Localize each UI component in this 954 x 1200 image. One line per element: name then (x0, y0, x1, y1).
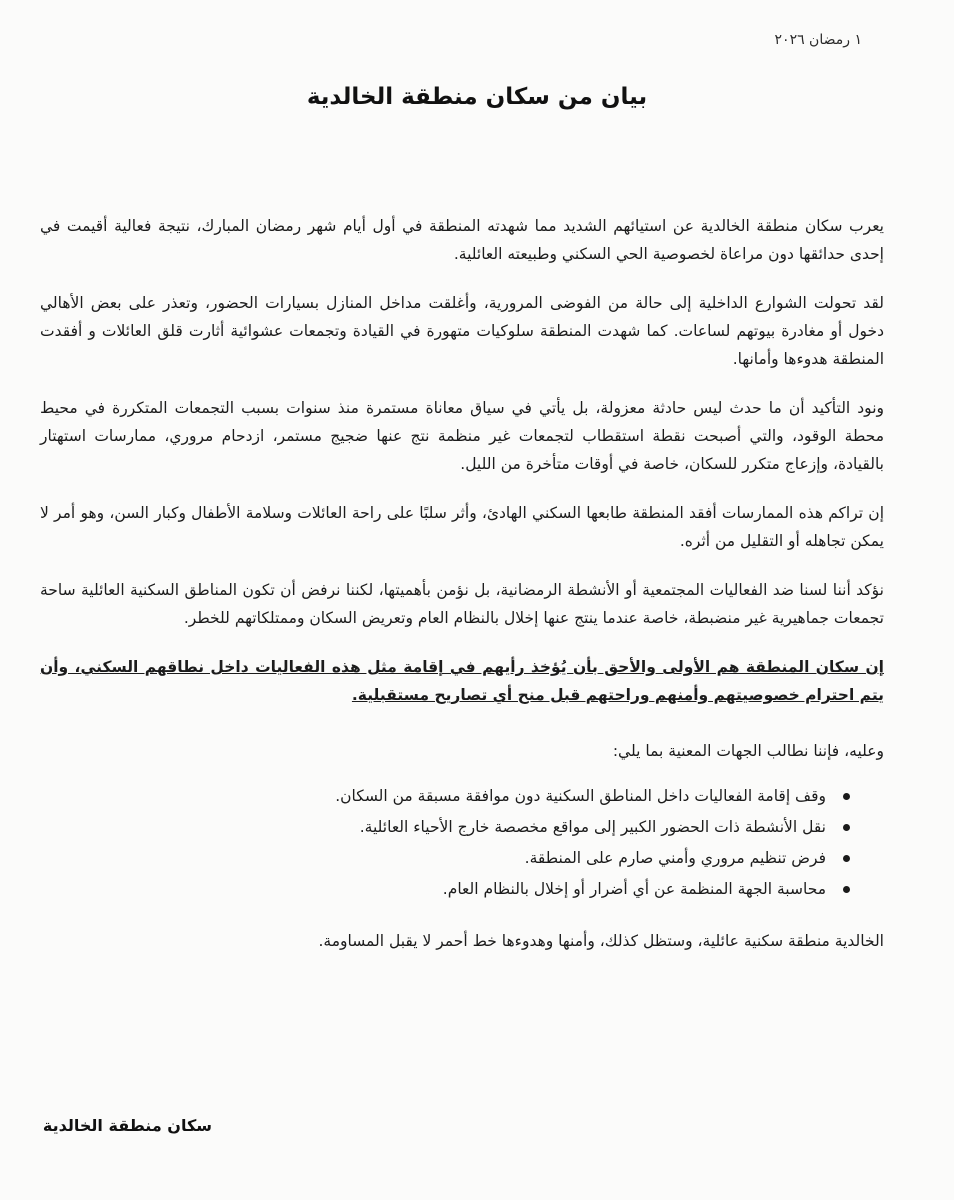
paragraph-4: إن تراكم هذه الممارسات أفقد المنطقة طابعها السكني الهادئ، وأثر سلبًا على راحة العائلات وسلامة الأطفال وكبار السن، وهو أمر لا يمكن تجاهله أو التقليل من أثره. (40, 504, 884, 550)
paragraph-3: ونود التأكيد أن ما حدث ليس حادثة معزولة، بل يأتي في سياق معاناة مستمرة منذ سنوات بسبب التجمعات المتكررة في محيط محطة الوقود، والتي أصبحت نقطة استقطاب لتجمعات غير منظمة نتج عنها ضجيج مستمر، ازدحام مروري، ممارسات استهتار بالقيادة، وإزعاج متكرر للسكان، خاصة في أوقات متأخرة من الليل. (40, 399, 884, 473)
emphasis-paragraph: إن سكان المنطقة هم الأولى والأحق بأن يُؤخذ رأيهم في إقامة مثل هذه الفعاليات داخل نطاقهم السكني، وأن يتم احترام خصوصيتهم وأمنهم وراحتهم قبل منح أي تصاريح مستقبلية. (40, 658, 884, 704)
signature: سكان منطقة الخالدية (42, 1116, 212, 1135)
bullet-icon (843, 793, 850, 800)
closing-paragraph: الخالدية منطقة سكنية عائلية، وستظل كذلك، وأمنها وهدوءها خط أحمر لا يقبل المساومة. (318, 932, 884, 950)
demand-item (40, 781, 850, 812)
bullet-icon (843, 824, 850, 831)
bullet-icon (843, 855, 850, 862)
paragraph-1: يعرب سكان منطقة الخالدية عن استيائهم الشديد مما شهدته المنطقة في أول أيام شهر رمضان المبارك، نتيجة فعالية أقيمت في إحدى حدائقها دون مراعاة لخصوصية الحي السكني وطبيعته العائلية. (40, 217, 884, 263)
demands-intro: وعليه، فإننا نطالب الجهات المعنية بما يلي: (612, 742, 884, 760)
demand-text: فرض تنظيم مروري وأمني صارم على المنطقة. (524, 849, 826, 867)
demand-item (40, 843, 850, 874)
document-title: بيان من سكان منطقة الخالدية (306, 84, 648, 110)
demand-text: نقل الأنشطة ذات الحضور الكبير إلى مواقع مخصصة خارج الأحياء العائلية. (359, 818, 826, 836)
demands-list (40, 781, 884, 905)
demand-text: وقف إقامة الفعاليات داخل المناطق السكنية دون موافقة مسبقة من السكان. (335, 787, 826, 805)
demand-text: محاسبة الجهة المنظمة عن أي أضرار أو إخلال بالنظام العام. (442, 880, 826, 898)
document-date: ١ رمضان ٢٠٢٦ (774, 32, 862, 48)
paragraph-5: نؤكد أننا لسنا ضد الفعاليات المجتمعية أو الأنشطة الرمضانية، بل نؤمن بأهميتها، لكننا نرفض أن تكون المناطق السكنية العائلية ساحة تجمعات جماهيرية غير منضبطة، خاصة عندما ينتج عنها إخلال بالنظام العام وتعريض السكان وممتلكاتهم للخطر. (40, 581, 884, 627)
document-body (40, 212, 884, 955)
bullet-icon (843, 886, 850, 893)
paragraph-2: لقد تحولت الشوارع الداخلية إلى حالة من الفوضى المرورية، وأغلقت مداخل المنازل بسيارات الحضور، وتعذر على بعض الأهالي دخول أو مغادرة بيوتهم لساعات. كما شهدت المنطقة سلوكيات متهورة في القيادة وتجمعات عشوائية أثارت قلق العائلات و أفقدت المنطقة هدوءها وأمانها. (40, 294, 884, 368)
demand-item (40, 812, 850, 843)
demand-item (40, 874, 850, 905)
